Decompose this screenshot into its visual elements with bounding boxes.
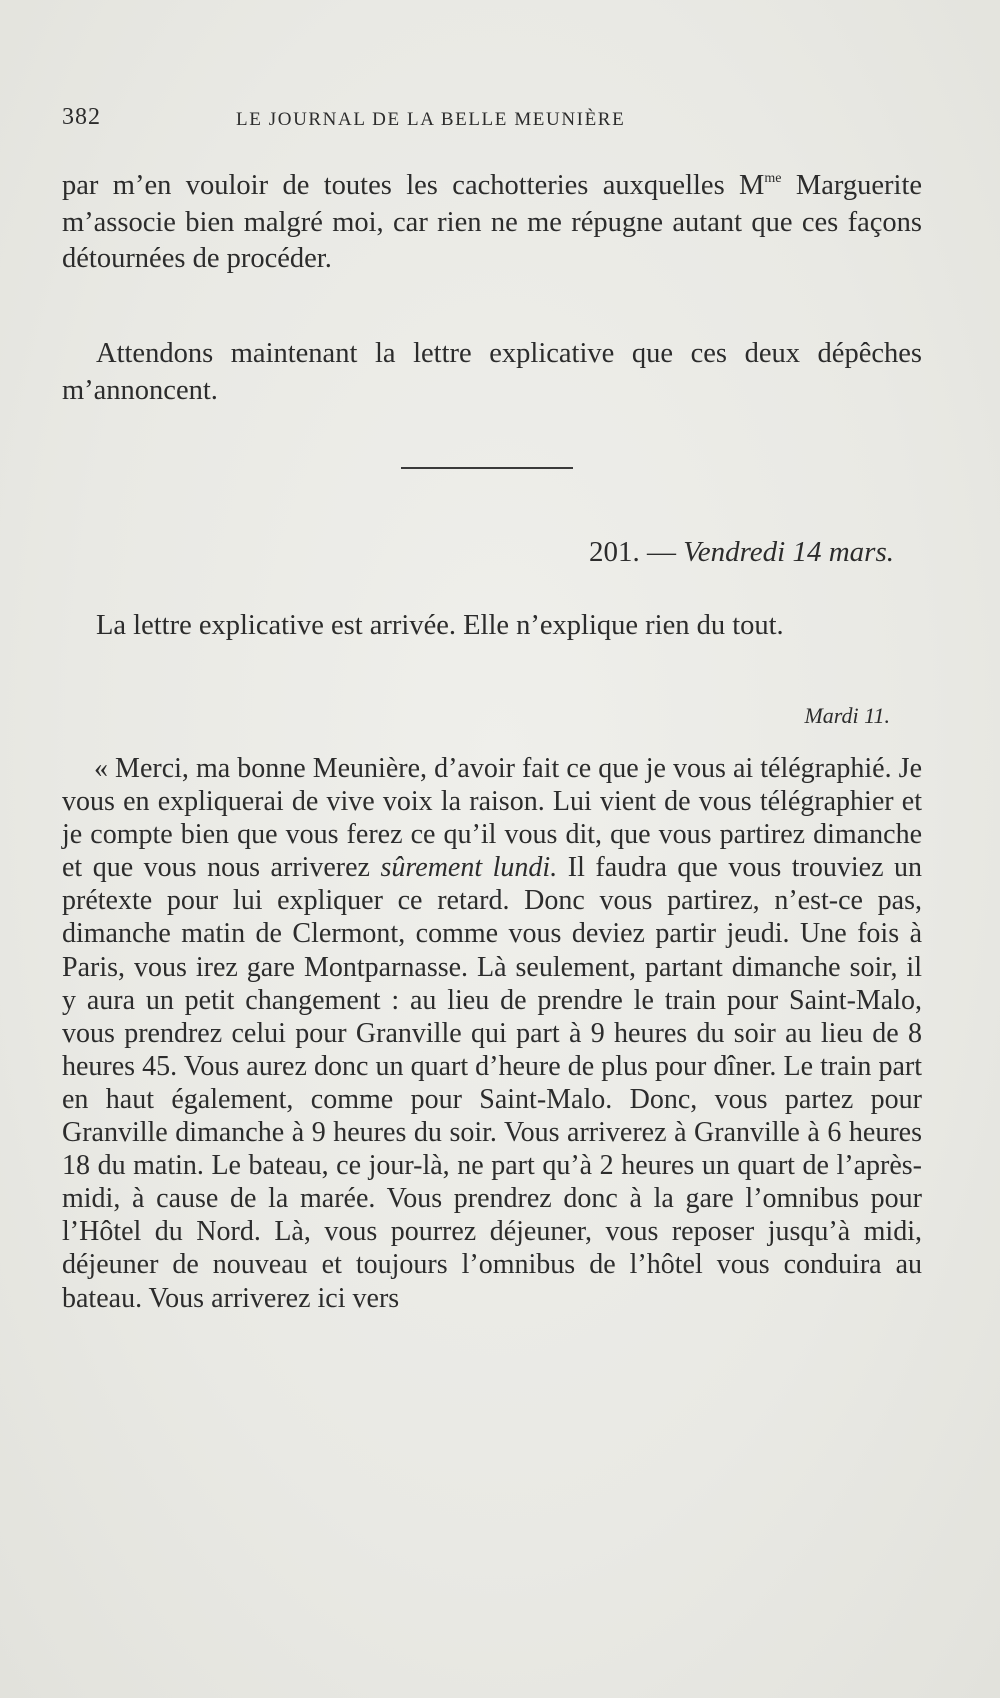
text-before-mme: par m’en vouloir de toutes les cachotteries auxquelles M (62, 170, 765, 201)
page-header (62, 104, 922, 144)
entry-heading (589, 536, 894, 569)
text-after-mme: Marguerite m’associe bien malgré moi, car rien ne me répugne autant que ces façons détournées de procéder. (62, 170, 923, 274)
letter-body (62, 752, 922, 1315)
mme-superscript: me (764, 171, 782, 186)
paragraph-text (62, 168, 922, 278)
page-number: 382 (62, 104, 101, 130)
section-divider (401, 467, 573, 469)
letter-italic-text: sûrement lundi. (380, 852, 558, 884)
letter-text-part1: « Merci, ma bonne Meunière, d’avoir fait ce que je vous ai télégraphié. Je vous en expliquerai de vive voix la raison. Lui vient de vous télégraphier et je compte bien que vous ferez ce qu’il vous dit, que vous partirez dimanche et que vous nous arriverez (62, 753, 922, 884)
entry-paragraph (62, 608, 922, 645)
entry-number: 201. — (588, 536, 684, 568)
entry-date: Vendredi 14 mars. (683, 536, 894, 568)
second-paragraph (62, 336, 922, 409)
letter-paragraph (62, 752, 922, 1315)
letter-text-part2: Il faudra que vous trouviez un prétexte pour lui expliquer ce retard. Donc vous partirez, n’est-ce pas, dimanche matin de Clermont, comme vous deviez partir jeudi. Une fois à Paris, vous irez gare Montparnasse. Là seulement, partant dimanche soir, il y aura un petit changement : au lieu de prendre le train pour Saint-Malo, vous prendrez celui pour Granville qui part à 9 heures du soir au lieu de 8 heures 45. Vous aurez donc un quart d’heure de plus pour dîner. Le train part en haut également, comme pour Saint-Malo. Donc, vous partez pour Granville dimanche à 9 heures du soir. Vous arriverez à Granville à 6 heures 18 du matin. Le bateau, ce jour-là, ne part qu’à 2 heures un quart de l’après-midi, à cause de la marée. Vous prendrez donc à la gare l’omnibus pour l’Hôtel du Nord. Là, vous pourrez déjeuner, vous reposer jusqu’à midi, déjeuner de nouveau et toujours l’omnibus de l’hôtel vous conduira au bateau. Vous arriverez ici vers (62, 852, 923, 1314)
running-head: LE JOURNAL DE LA BELLE MEUNIÈRE (236, 109, 626, 130)
letter-date: Mardi 11. (804, 703, 890, 728)
paragraph-text: Attendons maintenant la lettre explicative que ces deux dépêches m’annoncent. (62, 338, 922, 406)
paragraph-text: La lettre explicative est arrivée. Elle n’explique rien du tout. (96, 610, 784, 641)
continuation-paragraph (62, 168, 922, 278)
